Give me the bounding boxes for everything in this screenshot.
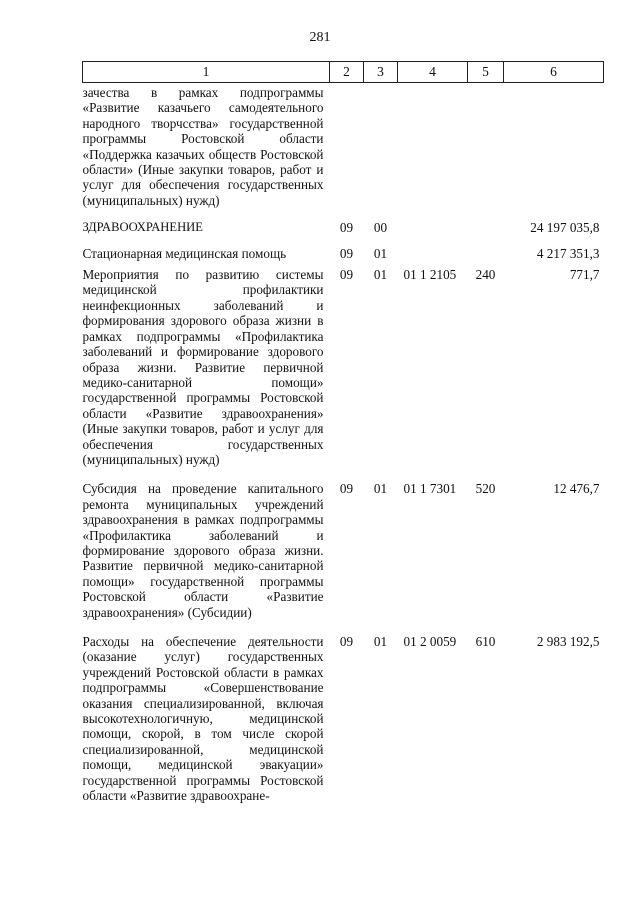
row-name: Субсидия на проведение капитального ремонта муниципальных учреждений здравоохранения в рамках подпрограммы «Профилактика заболеваний и формирование здорового образа жизни. Развитие первичной медико-санитарной помощи» государственной программы Ростовской области «Развитие здравоохранения» (Субсидии) (82, 481, 324, 620)
row-target (398, 220, 468, 245)
header-col-1: 1 (83, 62, 330, 83)
row-subsection: 01 (373, 481, 388, 497)
row-section (330, 83, 364, 221)
row-expense-type (468, 83, 504, 221)
page-number: 281 (309, 30, 331, 45)
header-row (83, 62, 604, 83)
row-name: Стационарная медицинская помощь (82, 245, 287, 261)
row-subsection: 00 (373, 220, 388, 236)
header-col-5: 5 (468, 62, 504, 83)
table-row (83, 220, 604, 245)
row-section: 09 (339, 245, 354, 261)
header-col-3: 3 (364, 62, 398, 83)
table-row (83, 246, 604, 267)
row-subsection: 01 (373, 634, 388, 649)
row-name: зачества в рамках подпрограммы «Развитие казачьего самодеятельного народного творчсства» государственной программы Ростовской области «Поддержка казачьих обществ Ростовской области» (Иные закупки товаров, работ и услуг для обеспечения государственных (муниципальных) нужд) (82, 85, 324, 208)
row-expense-type (468, 246, 504, 267)
row-subsection: 01 (373, 267, 388, 283)
row-expense-type: 520 (475, 481, 496, 497)
row-expense-type: 240 (475, 267, 496, 283)
header-col-4: 4 (398, 62, 468, 83)
table-row (83, 481, 604, 634)
row-name: Расходы на обеспечение деятельности (оказание услуг) государственных учреждений Ростовской области в рамках подпрограммы «Совершенствование оказания специализированной, включая высокотехнологичную, медицинской помощи, скорой, в том числе скорой специализированной, медицинской помощи, медицинской эвакуации» государственной программы Ростовской области «Развитие здравоохране- (82, 634, 324, 804)
row-subsection (364, 83, 398, 221)
row-target (398, 83, 468, 221)
row-section: 09 (339, 634, 354, 649)
row-amount: 4 217 351,3 (536, 245, 600, 261)
table-header (83, 62, 604, 83)
table-row (83, 267, 604, 481)
row-expense-type: 610 (475, 634, 496, 649)
row-target: 01 2 0059 (403, 634, 457, 649)
row-subsection: 01 (373, 245, 388, 261)
budget-table (82, 61, 604, 803)
row-amount: 771,7 (569, 267, 600, 283)
table-row (83, 634, 604, 803)
row-target: 01 1 2105 (403, 267, 457, 283)
row-amount: 12 476,7 (553, 481, 600, 497)
header-col-6: 6 (504, 62, 604, 83)
row-target: 01 1 7301 (403, 481, 457, 497)
table-body (83, 83, 604, 804)
row-section: 09 (339, 481, 354, 497)
row-amount: 2 983 192,5 (536, 634, 600, 649)
row-name: Мероприятия по развитию системы медицинской профилактики неинфекционных заболеваний и формирования здорового образа жизни в рамках подпрограммы «Профилактика заболеваний и формирование здорового образа жизни. Развитие первичной медико-санитарной помощи» государственной программы Ростовской области «Развитие здравоохранения» (Иные закупки товаров, работ и услуг для обеспечения государственных (муниципальных) нужд) (82, 267, 324, 467)
row-name: ЗДРАВООХРАНЕНИЕ (82, 220, 203, 235)
row-amount (504, 83, 604, 221)
row-target (398, 246, 468, 267)
header-col-2: 2 (330, 62, 364, 83)
row-section: 09 (339, 220, 354, 236)
row-expense-type (468, 220, 504, 245)
row-section: 09 (339, 267, 354, 283)
table-row (83, 83, 604, 221)
row-amount: 24 197 035,8 (530, 220, 600, 236)
